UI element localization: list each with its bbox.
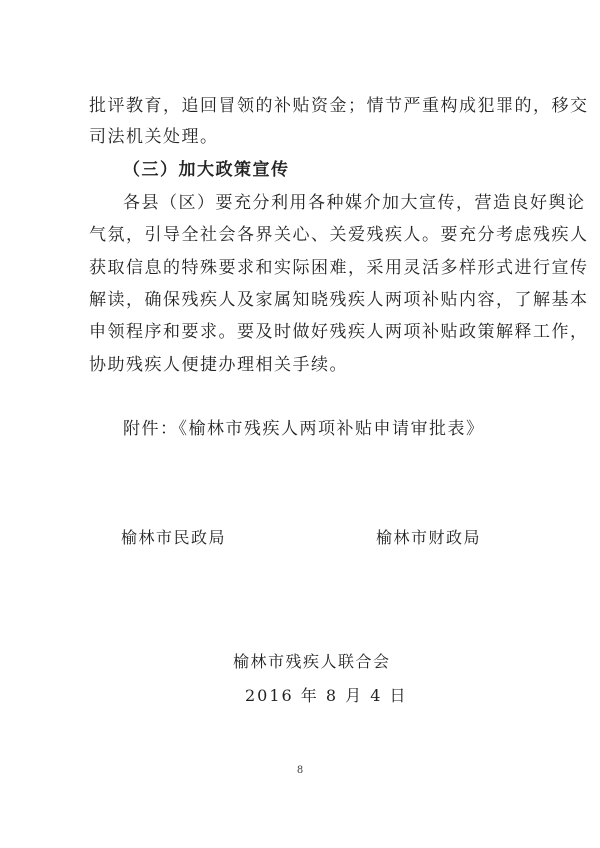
- signer-civil-affairs-bureau: 榆林市民政局: [121, 528, 227, 547]
- section-3-heading: （三）加大政策宣传: [123, 160, 290, 180]
- section-3-line-3: 获取信息的特殊要求和实际困难，采用灵活多样形式进行宣传: [89, 258, 589, 278]
- section-3-line-5: 申领程序和要求。要及时做好残疾人两项补贴政策解释工作，: [89, 322, 589, 342]
- signer-finance-bureau: 榆林市财政局: [376, 528, 482, 547]
- document-date: 2016 年 8 月 4 日: [245, 686, 408, 705]
- page-number: 8: [296, 765, 304, 776]
- signer-disabled-persons-federation: 榆林市残疾人联合会: [233, 652, 391, 671]
- paragraph-1-line-1: 批评教育，追回冒领的补贴资金；情节严重构成犯罪的，移交: [89, 96, 589, 116]
- section-3-line-1: 各县（区）要充分利用各种媒介加大宣传，营造良好舆论: [123, 193, 586, 213]
- section-3-line-2: 气氛，引导全社会各界关心、关爱残疾人。要充分考虑残疾人: [89, 225, 589, 245]
- section-3-line-6: 协助残疾人便捷办理相关手续。: [89, 355, 348, 375]
- section-3-line-4: 解读，确保残疾人及家属知晓残疾人两项补贴内容，了解基本: [89, 290, 589, 310]
- attachment-line: 附件：《榆林市残疾人两项补贴申请审批表》: [123, 419, 485, 439]
- paragraph-1-line-2: 司法机关处理。: [89, 127, 219, 147]
